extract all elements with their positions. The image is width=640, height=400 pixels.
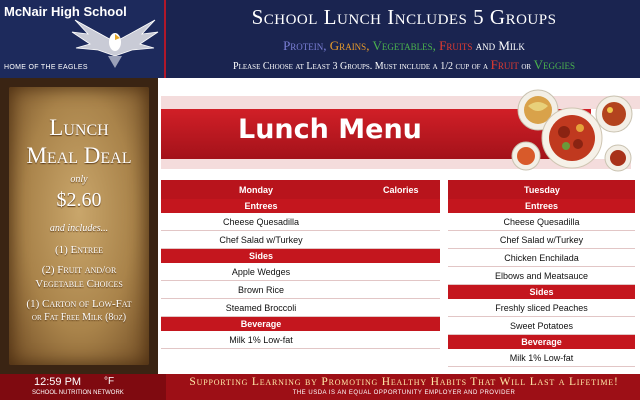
group-and: and bbox=[475, 38, 496, 53]
group-protein: Protein, bbox=[283, 38, 327, 53]
menu-item-label: Cheese Quesadilla bbox=[222, 217, 300, 227]
menu-item-label: Milk 1% Low-fat bbox=[509, 353, 574, 363]
meal-deal-panel bbox=[0, 78, 158, 374]
menu-item-label: Brown Rice bbox=[237, 285, 284, 295]
menu-item bbox=[161, 299, 440, 317]
menu-item bbox=[448, 249, 635, 267]
section-header: Sides bbox=[448, 285, 635, 299]
group-milk: Milk bbox=[498, 38, 525, 53]
eagle-logo-icon bbox=[70, 12, 160, 70]
school-motto: HOME OF THE EAGLES bbox=[4, 64, 88, 71]
footer-bar bbox=[0, 374, 640, 400]
choose-text: Please Choose at Least 3 Groups. Must include a 1/2 cup of a bbox=[233, 61, 489, 72]
temperature-unit: °F bbox=[104, 376, 115, 387]
menu-item bbox=[161, 231, 440, 249]
menu-item-label: Cheese Quesadilla bbox=[503, 217, 580, 227]
choose-fruit: Fruit bbox=[490, 57, 519, 72]
group-grains: Grains, bbox=[329, 38, 370, 53]
meal-deal-card bbox=[9, 87, 149, 365]
menu-item bbox=[161, 263, 440, 281]
menu-item-label: Milk 1% Low-fat bbox=[229, 335, 293, 345]
monday-menu bbox=[161, 180, 440, 349]
menu-item bbox=[448, 349, 635, 367]
calories-header: Calories bbox=[383, 185, 419, 195]
section-label: Entrees bbox=[244, 201, 278, 211]
monday-header bbox=[161, 180, 440, 199]
menu-title: Lunch Menu bbox=[238, 114, 422, 145]
choose-instructions bbox=[168, 57, 640, 73]
deal-title-line2: Meal Deal bbox=[26, 143, 132, 168]
choose-or: or bbox=[521, 61, 532, 72]
headline: School Lunch Includes 5 Groups bbox=[251, 5, 557, 29]
menu-item bbox=[448, 231, 635, 249]
menu-item bbox=[448, 317, 635, 335]
header-bar bbox=[0, 0, 640, 78]
group-fruits: Fruits bbox=[439, 38, 473, 53]
network-tag: SCHOOL NUTRITION NETWORK bbox=[32, 390, 124, 396]
menu-item-label: Sweet Potatoes bbox=[509, 321, 574, 331]
usda-notice: THE USDA IS AN EQUAL OPPORTUNITY EMPLOYER AND PROVIDER bbox=[292, 390, 516, 396]
section-header: Entrees bbox=[448, 199, 635, 213]
menu-item bbox=[448, 213, 635, 231]
deal-item-milk: (1) Carton of Low-Fat bbox=[26, 298, 132, 310]
section-header bbox=[161, 317, 440, 331]
tuesday-day-label: Tuesday bbox=[524, 185, 560, 195]
deal-item-fruit-veg: (2) Fruit and/or bbox=[41, 264, 117, 276]
choose-veggies: Veggies bbox=[533, 57, 575, 72]
menu-item bbox=[448, 299, 635, 317]
menu-item-label: Chef Salad w/Turkey bbox=[219, 235, 303, 245]
monday-day-label: Monday bbox=[239, 185, 274, 195]
section-header bbox=[161, 199, 440, 213]
deal-title-line1: Lunch bbox=[49, 115, 109, 140]
section-header: Beverage bbox=[448, 335, 635, 349]
menu-item-label: Steamed Broccoli bbox=[225, 303, 297, 313]
menu-item-label: Elbows and Meatsauce bbox=[494, 271, 589, 281]
menu-item-label: Chef Salad w/Turkey bbox=[499, 235, 584, 245]
tuesday-menu bbox=[448, 180, 635, 367]
section-header bbox=[161, 249, 440, 263]
deal-item-entree: (1) Entree bbox=[54, 244, 104, 256]
menu-item-label: Freshly sliced Peaches bbox=[495, 303, 588, 313]
group-vegetables: Vegetables, bbox=[372, 38, 436, 53]
section-label: Beverage bbox=[240, 319, 282, 329]
deal-item-milk-cont: or Fat Free Milk (8oz) bbox=[31, 312, 127, 323]
menu-item bbox=[161, 331, 440, 349]
clock-time: 12:59 PM bbox=[34, 376, 82, 388]
menu-item-label: Apple Wedges bbox=[231, 267, 291, 277]
menu-item bbox=[161, 213, 440, 231]
school-name: McNair High School bbox=[4, 4, 127, 19]
deal-item-fruit-veg-cont: Vegetable Choices bbox=[35, 278, 123, 290]
menu-item bbox=[448, 267, 635, 285]
school-branding bbox=[0, 0, 166, 78]
deal-only: only bbox=[70, 174, 88, 185]
section-label: Sides bbox=[248, 251, 273, 261]
clock-panel bbox=[0, 374, 166, 400]
food-plates-image-icon bbox=[508, 84, 636, 176]
deal-price: $2.60 bbox=[56, 189, 102, 211]
deal-includes: and includes... bbox=[49, 223, 109, 234]
tuesday-header bbox=[448, 180, 635, 199]
footer-slogan: Supporting Learning by Promoting Healthy Habits That Will Last a Lifetime! bbox=[189, 376, 619, 388]
menu-item bbox=[161, 281, 440, 299]
food-groups-line bbox=[168, 38, 640, 54]
menu-item-label: Chicken Enchilada bbox=[504, 253, 579, 263]
